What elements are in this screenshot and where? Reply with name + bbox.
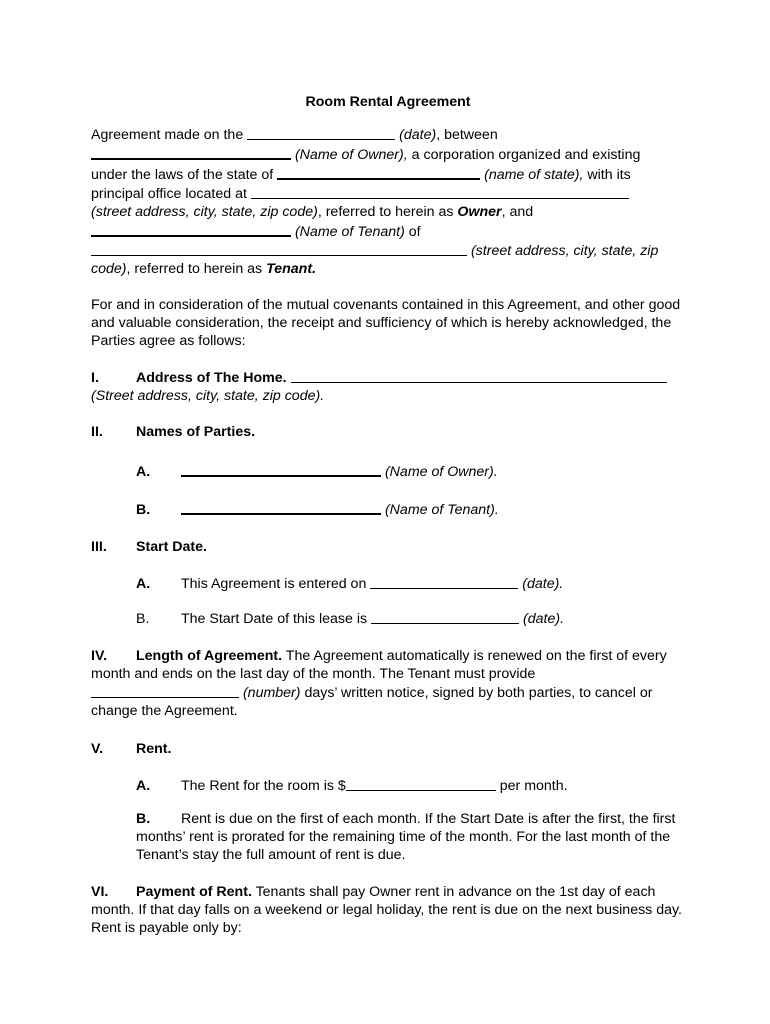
- home-address-blank[interactable]: [291, 368, 667, 383]
- section-length: IV. Length of Agreement. The Agreement automatically is renewed on the first of every month and ends on the last day of the month. The Tenant must provide (number) days’ written notice, signed by both parties, to cancel or change the Agreement.: [91, 648, 667, 719]
- state-blank[interactable]: [277, 164, 480, 180]
- document-title: Room Rental Agreement: [305, 94, 471, 110]
- owner-name-blank[interactable]: [91, 144, 291, 160]
- entered-date-blank[interactable]: [370, 574, 518, 589]
- section-address: I. Address of The Home. (Street address, city, state, zip code).: [91, 368, 685, 405]
- date-blank[interactable]: [247, 125, 395, 140]
- intro-paragraph: Agreement made on the (date), between (Name of Owner), a corporation organized and existing under the laws of the state of (name of state), with its principal office located at (street address, city, state, zip code), referred to herein as Owner, and (Name of Tenant) of (street address, city, state, zip code), referred to herein as Tenant.: [91, 127, 659, 277]
- tenant-address-blank[interactable]: [91, 241, 467, 256]
- consideration-paragraph: For and in consideration of the mutual covenants contained in this Agreement, and other good and valuable consideration, the receipt and sufficiency of which is hereby acknowledged, the Parties agree as follows:: [91, 297, 681, 349]
- rent-amount-blank[interactable]: [346, 776, 496, 791]
- document-body: [91, 93, 685, 937]
- start-date-blank[interactable]: [371, 609, 519, 624]
- notice-days-blank[interactable]: [91, 683, 239, 698]
- party-owner-blank[interactable]: [181, 461, 381, 477]
- section-payment: VI. Payment of Rent. Tenants shall pay Owner rent in advance on the 1st day of each month. If that day falls on a weekend or legal holiday, the rent is due on the next business day. Rent is payable only by:: [91, 884, 682, 936]
- section-parties: II. Names of Parties. A. (Name of Owner). B. (Name of Tenant).: [91, 424, 499, 518]
- section-start-date: III. Start Date. A. This Agreement is entered on (date). B. The Start Date of this lease is (date).: [91, 539, 565, 627]
- section-rent: V. Rent. A. The Rent for the room is $ per month. B. Rent is due on the first of each month. If the Start Date is after the first, the first months’ rent is prorated for the remaining time of the month. For the last month of the Tenant’s stay the full amount of rent is due.: [91, 741, 676, 863]
- party-tenant-blank[interactable]: [181, 499, 381, 515]
- tenant-name-blank[interactable]: [91, 221, 291, 237]
- office-address-blank[interactable]: [251, 184, 629, 199]
